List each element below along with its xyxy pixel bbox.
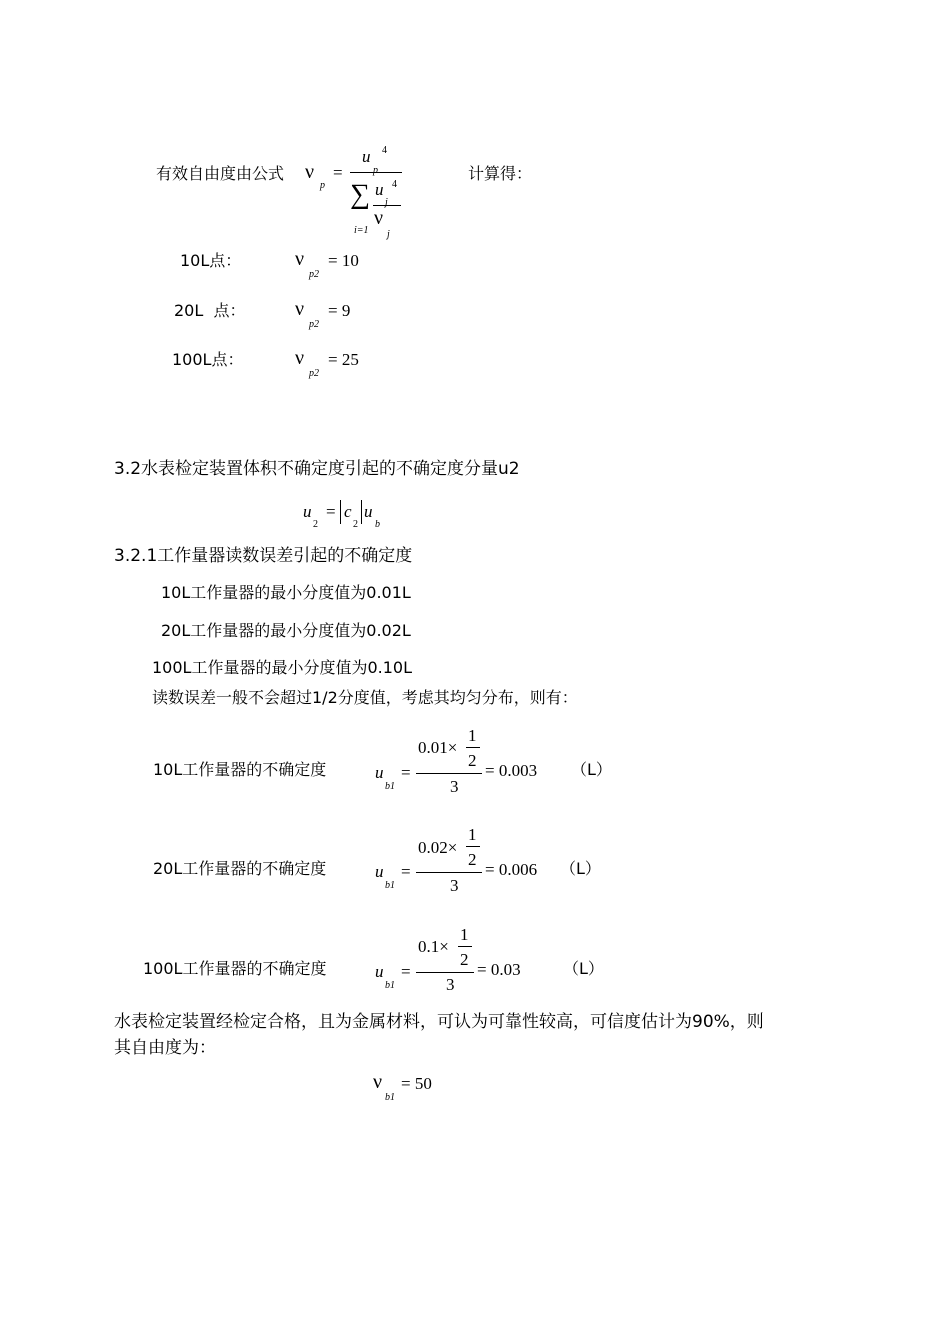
denominator-value: 3 [446,975,455,994]
inner-u: u [375,180,384,199]
unit-label: （L） [571,760,612,779]
main-fraction-bar [350,172,402,173]
dof-intro-text: 有效自由度由公式 [156,164,285,183]
nu-subscript: p2 [309,368,319,379]
half-fraction-bar [466,846,480,847]
main-fraction-bar [416,972,474,973]
nu-subscript: p2 [309,319,319,330]
equals-sign: = [401,862,411,881]
sigma-lower-limit: i=1 [354,225,369,236]
inner-sub-j: j [385,197,388,208]
dof-suffix-text: 计算得： [468,164,533,183]
dof-row-label: 100L点： [172,350,244,369]
nu-symbol: ν [295,347,305,369]
u2-symbol: u [303,502,312,521]
ub1-subscript: b1 [385,781,395,792]
ub-symbol: u [364,502,373,521]
sigma-symbol: ∑ [350,179,370,210]
equals-sign: = [401,962,411,981]
half-numerator: 1 [460,925,469,944]
denominator-value: 3 [450,876,459,895]
main-fraction-bar [416,872,482,873]
nu-symbol: ν [373,1071,383,1093]
numerator-value: 0.01× [418,738,458,757]
inner-nu-sub-j: j [387,229,390,240]
half-denominator: 2 [460,950,469,969]
ub1-subscript: b1 [385,980,395,991]
uncertainty-label: 100L工作量器的不确定度 [143,959,327,978]
result-value: = 0.03 [477,960,521,979]
numerator-exp: 4 [382,145,387,156]
section-3-2-heading: 3.2水表检定装置体积不确定度引起的不确定度分量u2 [114,459,520,479]
dof-value: = 50 [401,1074,432,1093]
half-denominator: 2 [468,850,477,869]
reading-error-note: 读数误差一般不会超过1/2分度值，考虑其均匀分布，则有： [152,688,578,707]
half-fraction-bar [458,946,472,947]
inner-exp: 4 [392,179,397,190]
ub1-symbol: u [375,962,384,981]
equals-sign: = [326,502,336,521]
nu-subscript: p2 [309,269,319,280]
half-numerator: 1 [468,726,477,745]
dof-row-label: 10L点： [180,251,242,270]
nu-symbol: ν [295,298,305,320]
ub-subscript: b [375,519,380,530]
dof-value: = 25 [328,350,359,369]
nu-symbol: ν [305,161,315,183]
uncertainty-label: 20L工作量器的不确定度 [153,859,327,878]
ub1-symbol: u [375,763,384,782]
numerator-sub-p: p [373,165,378,176]
equals-sign: = [401,763,411,782]
numerator-u: u [362,147,371,166]
min-division-10l: 10L工作量器的最小分度值为0.01L [161,583,411,602]
c2-symbol: c [344,502,352,521]
nu-symbol: ν [295,248,305,270]
half-denominator: 2 [468,751,477,770]
result-value: = 0.006 [485,860,538,879]
numerator-value: 0.02× [418,838,458,857]
abs-right-bar [361,500,362,524]
half-numerator: 1 [468,825,477,844]
min-division-20l: 20L工作量器的最小分度值为0.02L [161,621,411,640]
equals-sign: = [333,163,343,182]
main-fraction-bar [416,773,482,774]
conclusion-line-1: 水表检定装置经检定合格，且为金属材料，可认为可靠性较高，可信度估计为90%，则 [114,1012,764,1032]
ub1-symbol: u [375,862,384,881]
inner-fraction-bar [373,205,401,206]
dof-row-label: 20L 点： [174,301,246,320]
nu-subscript: b1 [385,1092,395,1103]
nu-subscript-p: p [320,180,325,191]
dof-value: = 9 [328,301,351,320]
u2-subscript: 2 [313,519,318,530]
unit-label: （L） [560,859,601,878]
denominator-value: 3 [450,777,459,796]
c2-subscript: 2 [353,519,358,530]
numerator-value: 0.1× [418,937,449,956]
section-3-2-1-heading: 3.2.1工作量器读数误差引起的不确定度 [114,546,413,566]
result-value: = 0.003 [485,761,538,780]
inner-nu: ν [374,207,384,229]
abs-left-bar [340,500,341,524]
uncertainty-label: 10L工作量器的不确定度 [153,760,327,779]
dof-value: = 10 [328,251,359,270]
half-fraction-bar [466,747,480,748]
min-division-100l: 100L工作量器的最小分度值为0.10L [152,658,412,677]
unit-label: （L） [563,959,604,978]
conclusion-line-2: 其自由度为： [114,1038,216,1058]
ub1-subscript: b1 [385,880,395,891]
